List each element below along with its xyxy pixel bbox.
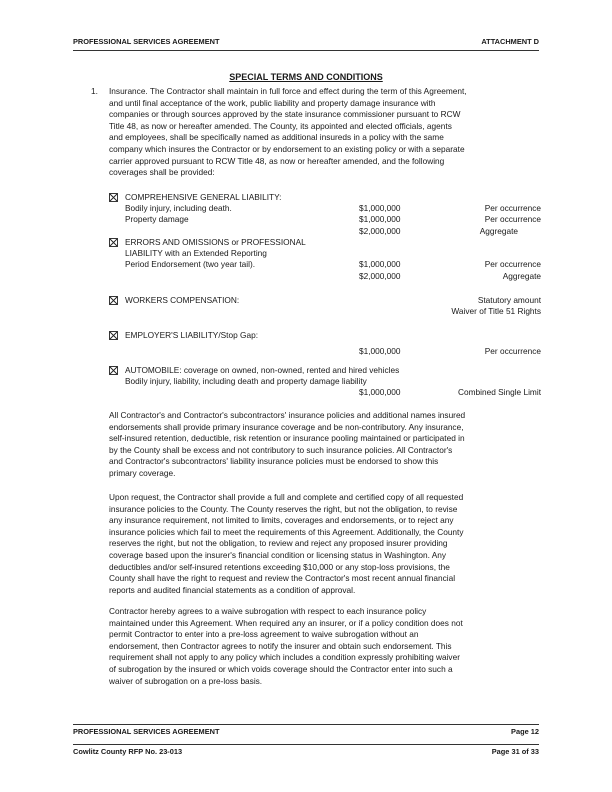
coverage-employers-liability	[109, 330, 541, 357]
coverage-amount: $2,000,000	[359, 225, 401, 236]
waiver-of-subrogation-paragraph	[109, 606, 541, 687]
checked-box-icon	[109, 296, 118, 305]
text-line: maintained under this Agreement. When required any an insurer, or if a policy condition does not	[109, 617, 463, 628]
coverage-cgl	[109, 192, 541, 237]
text-line: coverages shall be provided:	[109, 167, 215, 178]
text-line: All Contractor's and Contractor's subcontractors' insurance policies and additional names insured	[109, 410, 466, 420]
footer-rule-top	[73, 724, 539, 725]
text-line: insurance policies to the County. The County reserves the right, but not the obligation, to revise	[109, 503, 458, 514]
text-line: reserves the right, but not the obligation, to review and reject any proposed insurer providing	[109, 538, 448, 549]
coverage-basis: Waiver of Title 51 Rights	[451, 306, 541, 317]
coverage-amount: $1,000,000	[359, 214, 401, 225]
section-title: SPECIAL TERMS AND CONDITIONS	[229, 72, 383, 82]
coverage-label: Bodily injury, liability, including death and property damage liability	[125, 376, 367, 387]
coverage-title: COMPREHENSIVE GENERAL LIABILITY:	[125, 192, 282, 202]
rfp-page-count: Page 31 of 33	[491, 747, 539, 756]
coverage-title: WORKERS COMPENSATION:	[125, 295, 240, 305]
header-title: PROFESSIONAL SERVICES AGREEMENT	[73, 37, 220, 46]
text-line: reports and audited financial statements as a condition of approval.	[109, 584, 356, 595]
coverage-basis: Combined Single Limit	[457, 387, 541, 398]
coverage-amount: $1,000,000	[359, 346, 401, 357]
coverage-basis: Per occurrence	[484, 346, 541, 357]
rfp-number: Cowlitz County RFP No. 23-013	[73, 747, 183, 756]
coverage-basis: Aggregate	[502, 270, 541, 281]
coverage-basis: Aggregate	[479, 225, 518, 236]
coverage-amount: $1,000,000	[359, 203, 401, 214]
text-line: endorsements shall provide primary insurance coverage and be non-contributory. Any insurance,	[109, 421, 464, 432]
text-line: Title 48, as now or hereafter amended. The County, its appointed and elected officials, agents	[109, 120, 452, 131]
text-line: company which insures the Contractor or by endorsement to an existing policy or with a separate	[109, 143, 465, 154]
coverage-automobile	[109, 365, 541, 399]
coverage-amount: $1,000,000	[359, 259, 401, 270]
text-line: primary coverage.	[109, 467, 176, 478]
coverage-label: Bodily injury, including death.	[125, 203, 232, 214]
coverage-amount: $2,000,000	[359, 270, 401, 281]
text-line: requirement shall not apply to any policy which includes a condition expressly prohibiting waiver	[109, 652, 460, 663]
text-line: waiver of subrogation on a pre-loss basis.	[109, 675, 263, 686]
coverage-basis: Per occurrence	[484, 214, 541, 225]
page-footer	[73, 727, 539, 739]
text-line: Insurance. The Contractor shall maintain in full force and effect during the term of this Agreement,	[109, 86, 467, 96]
checked-box-icon	[109, 331, 118, 340]
text-line: Upon request, the Contractor shall provide a full and complete and certified copy of all requested	[109, 492, 464, 502]
text-line: permit Contractor to enter into a pre-loss agreement to waive subrogation without an	[109, 629, 419, 640]
policy-review-paragraph	[109, 492, 541, 596]
coverage-title: EMPLOYER'S LIABILITY/Stop Gap:	[125, 330, 259, 340]
coverage-errors-omissions	[109, 237, 541, 282]
text-line: deductibles and/or self-insured retentions exceeding $10,000 or any stop-loss provisions, the	[109, 561, 450, 572]
text-line: endorsement, then Contractor agrees to notify the insurer and obtain such endorsement. This	[109, 640, 452, 651]
coverage-basis: Per occurrence	[484, 203, 541, 214]
text-line: Contractor hereby agrees to a waive subrogation with respect to each insurance policy	[109, 606, 427, 616]
text-line: County shall have the right to request and review the Contractor's most recent annual financial	[109, 573, 456, 584]
text-line: and Contractor's subcontractors' liability insurance policies must be endorsed to show this	[109, 456, 439, 467]
item-number: 1.	[91, 86, 98, 96]
text-line: companies or through sources approved by the state insurance commissioner pursuant to RCW	[109, 109, 461, 120]
footer-title: PROFESSIONAL SERVICES AGREEMENT	[73, 727, 220, 736]
coverage-label: Property damage	[125, 214, 189, 225]
insurance-intro-paragraph	[109, 86, 541, 179]
coverage-workers-compensation	[109, 295, 541, 317]
coverage-basis: Statutory amount	[477, 295, 541, 305]
text-line: of subrogation by the insured or which voids coverage should the Contractor enter into such a	[109, 663, 453, 674]
header-rule	[73, 50, 539, 51]
text-line: coverage based upon the insurer's financial condition or licensing status in Washington. Any	[109, 549, 447, 560]
text-line: and employees, shall be specifically named as additional insureds in a policy with the same	[109, 132, 444, 143]
text-line: carrier approved pursuant to RCW Title 48, as now or hereafter amended, and the following	[109, 155, 445, 166]
coverage-title: AUTOMOBILE: coverage on owned, non-owned, rented and hired vehicles	[125, 365, 400, 375]
checked-box-icon	[109, 193, 118, 202]
footer-page-number: Page 12	[511, 727, 539, 736]
text-line: by the County shall be excess and not contributory to such insurance policies. All Contractor's	[109, 444, 453, 455]
text-line: and until final acceptance of the work, public liability and property damage insurance with	[109, 97, 436, 108]
checked-box-icon	[109, 238, 118, 247]
coverage-basis: Per occurrence	[484, 259, 541, 270]
coverage-amount: $1,000,000	[359, 387, 401, 398]
rfp-footer	[73, 747, 539, 759]
page-header	[73, 37, 539, 49]
text-line: self-insured retention, deductible, risk retention or insurance pooling maintained or participated in	[109, 433, 465, 444]
text-line: any insurance requirement, not limited to limits, coverages and endorsements, or to reject any	[109, 515, 454, 526]
primary-coverage-paragraph	[109, 410, 541, 480]
checked-box-icon	[109, 366, 118, 375]
header-attachment: ATTACHMENT D	[481, 37, 539, 46]
text-line: insurance policies which fail to meet the requirements of this Agreement. Additionally, the County	[109, 526, 464, 537]
coverage-title: LIABILITY with an Extended Reporting	[125, 248, 267, 259]
footer-rule-bottom	[73, 744, 539, 745]
coverage-title: ERRORS AND OMISSIONS or PROFESSIONAL	[125, 237, 306, 247]
coverage-label: Period Endorsement (two year tail).	[125, 259, 256, 270]
